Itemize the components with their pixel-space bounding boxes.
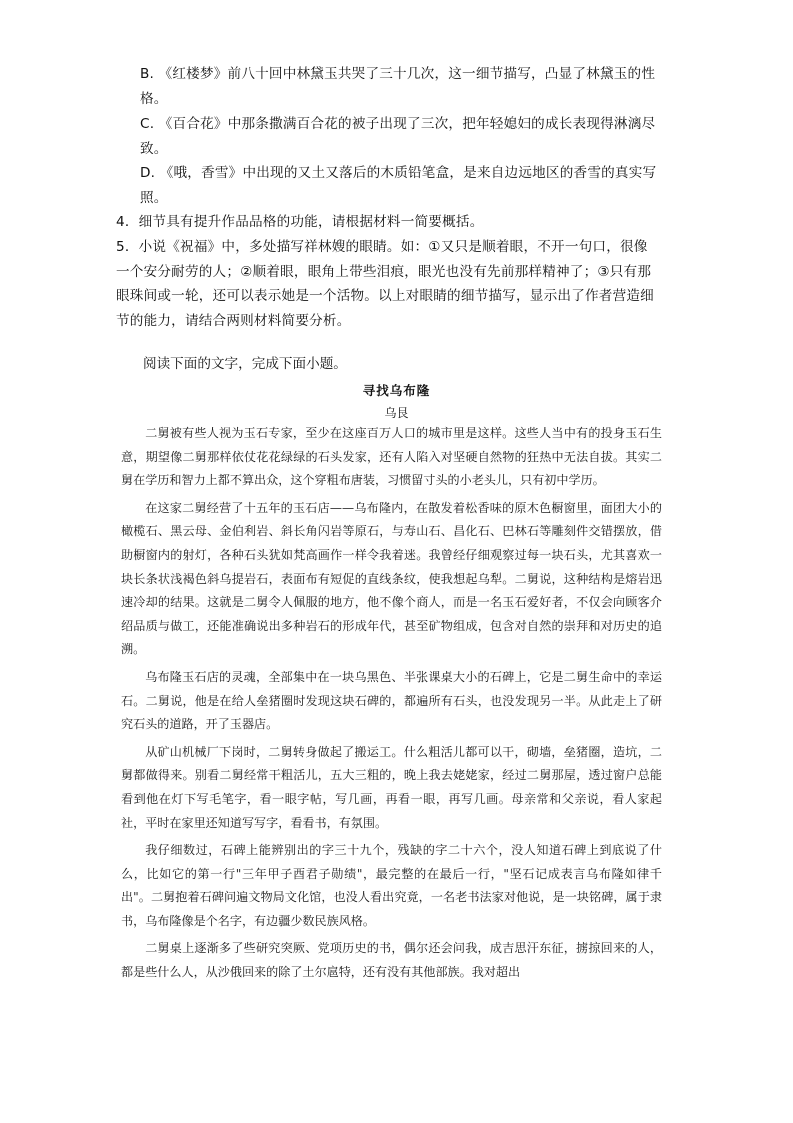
option-d-line-1: D. 《哦，香雪》中出现的又土又落后的木质铅笔盒，是来自边远地区的香雪的真实写 — [140, 165, 657, 181]
option-c-line-1: C. 《百合花》中那条撒满百合花的被子出现了三次，把年轻媳妇的成长表现得淋漓尽 — [140, 116, 656, 132]
option-c-line-2: 致。 — [140, 141, 168, 157]
reading-instructions: 阅读下面的文字，完成下面小题。 — [143, 356, 347, 372]
story-paragraph-3: 乌布隆玉石店的灵魂，全部集中在一块乌黑色、半张课桌大小的石碑上，它是二舅生命中的幸运石。二舅说，他是在给人垒猪圈时发现这块石碑的，都遍所有石头，也没发现另一半。从此走上了研究石头的道路，开了玉器店。 — [121, 669, 662, 732]
story-body — [121, 422, 662, 985]
question-4: 4．细节具有提升作品品格的功能，请根据材料一简要概括。 — [116, 214, 484, 230]
question-5-line-3: 眼珠间或一轮，还可以表示她是一个活物。以上对眼睛的细节描写，显示出了作者营造细 — [116, 288, 654, 304]
story-paragraph-1: 二舅被有些人视为玉石专家，至少在这座百万人口的城市里是这样。这些人当中有的投身玉石生意，期望像二舅那样依仗花花绿绿的石头发家，还有人陷入对坚硬自然物的狂热中无法自拔。其实二舅在学历和智力上都不算出众，这个穿粗布唐装，习惯留寸头的小老头儿，只有初中学历。 — [121, 426, 662, 488]
option-b-line-2: 格。 — [140, 91, 168, 107]
question-5-line-1: 5．小说《祝福》中，多处描写祥林嫂的眼睛。如：①又只是顺着眼，不开一句口，很像 — [116, 239, 648, 255]
story-title: 寻找乌布隆 — [362, 383, 431, 398]
option-d-line-2: 照。 — [140, 190, 168, 206]
question-5-line-2: 一个安分耐劳的人；②顺着眼，眼角上带些泪痕，眼光也没有先前那样精神了；③只有那 — [116, 264, 652, 280]
story-paragraph-6: 二舅桌上逐渐多了些研究突厥、党项历史的书，偶尔还会问我，成吉思汗东征，掳掠回来的人，都是些什么人，从沙俄回来的除了土尔扈特，还有没有其他部族。我对超出 — [121, 941, 662, 980]
question-5-line-4: 节的能力，请结合两则材料简要分析。 — [116, 313, 351, 329]
story-paragraph-2: 在这家二舅经营了十五年的玉石店——乌布隆内，在散发着松香味的原木色橱窗里，面团大小的橄榄石、黑云母、金伯利岩、斜长角闪岩等原石，与寿山石、昌化石、巴林石等雕刻件交错摆放，借助橱窗内的射灯，各种石头犹如梵高画作一样令我着迷。我曾经仔细观察过每一块石头，尤其喜欢一块长条状浅褐色斜乌提岩石，表面布有短促的直线条纹，使我想起乌犁。二舅说，这种结构是熔岩迅速冷却的结果。这就是二舅令人佩服的地方，他不像个商人，而是一名玉石爱好者，不仅会向顾客介绍品质与做工，还能准确说出多种岩石的形成年代，甚至矿物组成，包含对自然的崇拜和对历史的追溯。 — [121, 500, 662, 657]
option-b-line-1: B. 《红楼梦》前八十回中林黛玉共哭了三十几次，这一细节描写，凸显了林黛玉的性 — [140, 66, 656, 82]
story-author: 乌艮 — [384, 406, 409, 420]
story-paragraph-4: 从矿山机械厂下岗时，二舅转身做起了搬运工。什么粗活儿都可以干，砌墙，垒猪圈，造坑，二舅都做得来。别看二舅经常干粗活儿，五大三粗的，晚上我去姥姥家，经过二舅那屋，透过窗户总能看到他在灯下写毛笔字，看一眼字帖，写几画，再看一眼，再写几画。母亲常和父亲说，看人家起社，平时在家里还知道写写字，看看书，有氛围。 — [121, 744, 662, 830]
story-paragraph-5: 我仔细数过，石碑上能辨别出的字三十九个，残缺的字二十六个，没人知道石碑上到底说了什么，比如它的第一行"三年甲子酉君子勋绩"，最完整的在最后一行，"坚石记成表言乌布隆如律千出"。二舅抱着石碑问遍文物局文化馆，也没人看出究竟，一名老书法家对他说，是一块铭碑，属于隶书，乌布隆像是个名字，有边疆少数民族风格。 — [121, 843, 662, 928]
